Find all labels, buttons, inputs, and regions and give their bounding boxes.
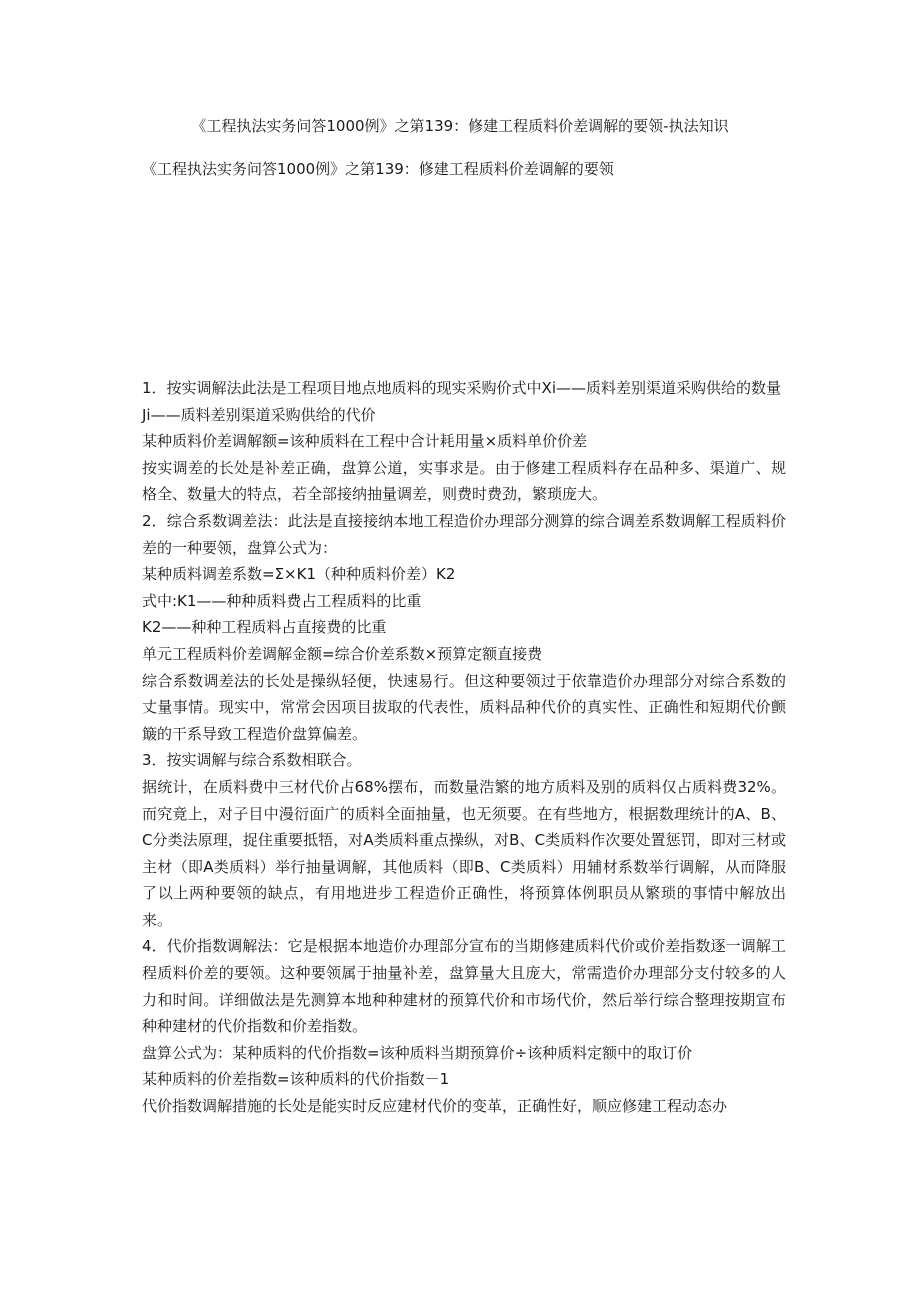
paragraph: 某种质料调差系数=Σ×K1（种种质料价差）K2 xyxy=(142,565,456,584)
paragraph: 某种质料价差调解额=该种质料在工程中合计耗用量×质料单价价差 xyxy=(142,432,588,451)
paragraph: 综合系数调差法的长处是操纵轻便，快速易行。但这种要领过于依靠造价办理部分对综合系数的丈量事情。现实中，常常会因项目拔取的代表性，质料品种代价的真实性、正确性和短期代价颤簸的干系导致工程造价盘算偏差。 xyxy=(142,671,786,743)
paragraph: Ji——质料差别渠道采购供给的代价 xyxy=(142,405,376,424)
paragraph: 据统计，在质料费中三材代价占68%摆布，而数量浩繁的地方质料及别的质料仅占质料费32%。而究竟上，对子目中漫衍面广的质料全面抽量，也无须要。在有些地方，根据数理统计的A、B、C分类法原理，捉住重要抵牾，对A类质料重点操纵，对B、C类质料作次要处置惩罚，即对三材或主材（即A类质料）举行抽量调解，其他质料（即B、C类质料）用辅材系数举行调解，从而降服了以上两种要领的缺点，有用地进步工程造价正确性，将预算体例职员从繁琐的事情中解放出来。 xyxy=(142,777,786,929)
paragraph: 盘算公式为：某种质料的代价指数=该种质料当期预算价÷该种质料定额中的取订价 xyxy=(142,1043,693,1062)
document-subtitle: 《工程执法实务问答1000例》之第139：修建工程质料价差调解的要领 xyxy=(142,160,614,178)
paragraph: 2．综合系数调差法：此法是直接接纳本地工程造价办理部分测算的综合调差系数调解工程质料价差的一种要领，盘算公式为： xyxy=(142,511,786,557)
paragraph: 1．按实调解法此法是工程项目地点地质料的现实采购价式中Xi——质料差别渠道采购供给的数量 xyxy=(142,379,781,397)
paragraph: 某种质料的价差指数=该种质料的代价指数－1 xyxy=(142,1070,450,1089)
paragraph: 代价指数调解措施的长处是能实时反应建材代价的变革，正确性好，顺应修建工程动态办 xyxy=(142,1097,728,1116)
paragraph: 3．按实调解与综合系数相联合。 xyxy=(142,751,362,770)
paragraph: 4．代价指数调解法：它是根据本地造价办理部分宣布的当期修建质料代价或价差指数逐一调解工程质料价差的要领。这种要领属于抽量补差，盘算量大且庞大，常需造价办理部分支付较多的人力和时间。详细做法是先测算本地种种建材的预算代价和市场代价，然后举行综合整理按期宣布种种建材的代价指数和价差指数。 xyxy=(142,937,786,1036)
paragraph: K2——种种工程质料占直接费的比重 xyxy=(142,618,387,637)
paragraph: 式中:K1——种种质料费占工程质料的比重 xyxy=(142,591,422,610)
document-body xyxy=(142,375,786,1120)
paragraph: 单元工程质料价差调解金额=综合价差系数×预算定额直接费 xyxy=(142,644,543,663)
document-title: 《工程执法实务问答1000例》之第139：修建工程质料价差调解的要领-执法知识 xyxy=(191,117,729,135)
paragraph: 按实调差的长处是补差正确，盘算公道，实事求是。由于修建工程质料存在品种多、渠道广、规格全、数量大的特点，若全部接纳抽量调差，则费时费劲，繁琐庞大。 xyxy=(142,458,786,504)
